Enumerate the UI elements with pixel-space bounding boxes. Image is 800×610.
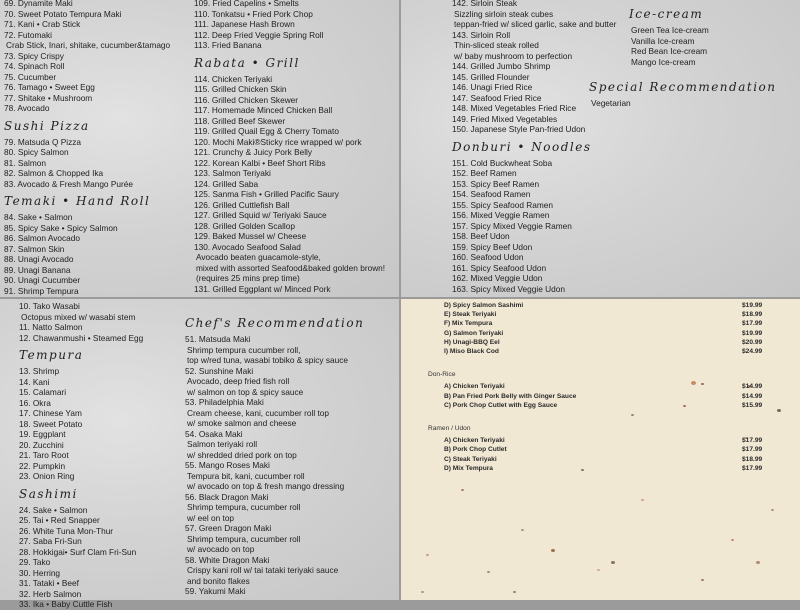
price-item-name: F) Mix Tempura <box>444 320 493 328</box>
menu-item: Crispy kani roll w/ tai tataki teriyaki sauce <box>187 565 339 575</box>
section-heading: Sashimi <box>19 486 78 501</box>
menu-item: teppan-fried w/ sliced garlic, sake and butter <box>454 19 617 29</box>
menu-item: Vanilla Ice-cream <box>631 35 695 46</box>
menu-item: 110. Tonkatsu • Fried Pork Chop <box>194 8 313 19</box>
menu-item: 121. Crunchy & Juicy Pork Belly <box>194 147 313 157</box>
menu-item: Salmon teriyaki roll <box>187 439 258 449</box>
menu-item: top w/red tuna, wasabi tobiko & spicy sauce <box>187 355 348 365</box>
price-item-name: E) Steak Teriyaki <box>444 311 497 319</box>
menu-item: 109. Fried Capelins • Smelts <box>194 0 299 8</box>
menu-column-chef <box>185 317 364 597</box>
section-heading: Temaki • Hand Roll <box>4 194 151 208</box>
price-row <box>428 401 763 410</box>
menu-item: 52. Sunshine Maki <box>185 365 254 376</box>
menu-item: (requires 25 mins prep time) <box>196 273 300 283</box>
menu-item: 116. Grilled Chicken Skewer <box>194 94 299 105</box>
price-value: $14.99 <box>742 392 763 400</box>
menu-item: 51. Matsuda Maki <box>185 334 251 344</box>
price-value: $14.99 <box>742 383 763 391</box>
price-row <box>428 329 763 338</box>
price-row <box>428 310 763 319</box>
menu-item: Red Bean Ice-cream <box>631 46 708 56</box>
menu-item: 18. Sweet Potato <box>19 418 83 429</box>
menu-photo-bottom-left <box>0 299 399 609</box>
menu-item: 144. Grilled Jumbo Shrimp <box>452 61 551 71</box>
menu-item: 24. Sake • Salmon <box>19 504 88 515</box>
price-row <box>428 464 763 473</box>
menu-item: w/ avocado on top <box>187 544 255 554</box>
menu-item: 122. Korean Kalbi • Beef Short Ribs <box>194 157 326 168</box>
menu-item: 55. Mango Roses Maki <box>185 460 270 470</box>
menu-item: 162. Mixed Veggie Udon <box>452 273 543 283</box>
price-value: $18.99 <box>742 311 763 319</box>
menu-item: 88. Unagi Avocado <box>4 254 74 264</box>
menu-item: 90. Unagi Cucumber <box>4 275 81 285</box>
menu-item: 76. Tamago • Sweet Egg <box>4 82 95 92</box>
menu-item: 17. Chinese Yam <box>19 408 82 418</box>
menu-item: w/ shredded dried pork on top <box>187 449 297 460</box>
menu-item: 147. Seafood Fried Rice <box>452 92 542 103</box>
price-item-name: D) Spicy Salmon Sashimi <box>444 302 524 309</box>
menu-item: 59. Yakumi Maki <box>185 586 246 596</box>
menu-item: 159. Spicy Beef Udon <box>452 241 533 252</box>
section-heading: Tempura <box>19 348 84 362</box>
menu-item: Green Tea Ice-cream <box>631 25 709 35</box>
menu-item: 152. Beef Ramen <box>452 168 517 178</box>
menu-item: Crab Stick, Inari, shitake, cucumber&tamago <box>6 40 171 50</box>
menu-item: 56. Black Dragon Maki <box>185 491 269 502</box>
price-value: $18.99 <box>742 455 763 463</box>
menu-item: 33. Ika • Baby Cuttle Fish <box>19 599 113 609</box>
menu-item: mixed with assorted Seafood&baked golden brown! <box>196 262 386 273</box>
section-heading: Special Recommendation <box>589 80 777 94</box>
menu-item: Cream cheese, kani, cucumber roll top <box>187 407 330 418</box>
menu-column-ice-cream <box>629 8 709 67</box>
price-row <box>428 319 763 328</box>
menu-column-special <box>589 81 777 109</box>
menu-item: 125. Sanma Fish • Grilled Pacific Saury <box>194 189 339 199</box>
menu-item: 28. Hokkigai• Surf Clam Fri-Sun <box>19 546 137 557</box>
menu-item: 142. Sirloin Steak <box>452 0 518 8</box>
menu-item: 71. Kani • Crab Stick <box>4 19 81 29</box>
menu-item: 163. Spicy Mixed Veggie Udon <box>452 283 566 294</box>
price-item-name: I) Miso Black Cod <box>444 348 499 356</box>
price-value: $19.99 <box>742 302 763 309</box>
price-item-name: B) Pork Chop Cutlet <box>444 446 507 454</box>
price-row <box>428 382 763 391</box>
menu-item: 77. Shitake • Mushroom <box>4 92 93 103</box>
price-section-heading: Ramen / Udon <box>428 425 471 433</box>
menu-item: 23. Onion Ring <box>19 471 75 481</box>
menu-item: 161. Spicy Seafood Udon <box>452 262 547 273</box>
menu-column-tempura <box>19 301 143 610</box>
menu-item: and bonito flakes <box>187 575 250 586</box>
menu-item: 19. Eggplant <box>19 429 66 439</box>
menu-item: 11. Natto Salmon <box>19 322 83 332</box>
section-heading: Chef's Recommendation <box>185 316 365 330</box>
menu-item: 129. Baked Mussel w/ Cheese <box>194 231 307 241</box>
menu-item: 20. Zucchini <box>19 439 64 450</box>
price-value: $17.99 <box>742 320 763 328</box>
section-heading: Donburi • Noodles <box>452 139 592 154</box>
menu-item: Octopus mixed w/ wasabi stem <box>21 311 136 322</box>
menu-photo-bottom-right <box>401 299 800 600</box>
menu-item: 112. Deep Fried Veggie Spring Roll <box>194 29 324 40</box>
menu-photo-top-right <box>401 0 800 297</box>
price-item-name: A) Chicken Teriyaki <box>444 383 505 391</box>
menu-item: Avocado, deep fried fish roll <box>187 376 290 386</box>
menu-item: 151. Cold Buckwheat Soba <box>452 157 553 168</box>
menu-item: 126. Grilled Cuttlefish Ball <box>194 199 290 210</box>
price-item-name: D) Mix Tempura <box>444 464 493 472</box>
menu-item: Avocado beaten guacamole-style, <box>196 252 321 262</box>
menu-item: 25. Tai • Red Snapper <box>19 515 100 525</box>
menu-item: 81. Salmon <box>4 157 46 168</box>
menu-item: 127. Grilled Squid w/ Teriyaki Sauce <box>194 210 327 220</box>
menu-item: 82. Salmon & Chopped Ika <box>4 168 104 178</box>
menu-item: 114. Chicken Teriyaki <box>194 73 273 84</box>
price-row <box>428 338 763 347</box>
menu-item: 157. Spicy Mixed Veggie Ramen <box>452 220 572 231</box>
menu-item: 158. Beef Udon <box>452 231 510 241</box>
menu-item: w/ salmon on top & spicy sauce <box>187 386 304 397</box>
price-value: $17.99 <box>742 464 763 472</box>
menu-item: w/ eel on top <box>187 512 235 523</box>
menu-item: Shrimp tempura, cucumber roll <box>187 502 301 512</box>
menu-item: 32. Herb Salmon <box>19 588 82 599</box>
menu-item: Shrimp tempura cucumber roll, <box>187 344 301 355</box>
price-value: $17.99 <box>742 446 763 454</box>
menu-item: 26. White Tuna Mon-Thur <box>19 525 114 536</box>
menu-item: Mango Ice-cream <box>631 56 696 67</box>
price-row <box>428 392 763 401</box>
menu-item: 14. Kani <box>19 376 50 387</box>
menu-item: 143. Sirloin Roll <box>452 29 511 40</box>
menu-photo-top-left <box>0 0 399 297</box>
section-heading: Sushi Pizza <box>4 118 90 133</box>
menu-item: 54. Osaka Maki <box>185 428 243 439</box>
menu-item: w/ avocado on top & fresh mango dressing <box>187 481 345 491</box>
price-item-name: C) Steak Teriyaki <box>444 455 497 463</box>
menu-item: 150. Japanese Style Pan-fried Udon <box>452 124 586 134</box>
menu-item: 30. Herring <box>19 567 61 578</box>
menu-item: 146. Unagi Fried Rice <box>452 82 533 92</box>
price-row <box>428 455 763 464</box>
price-value: $20.99 <box>742 338 763 346</box>
menu-item: 131. Grilled Eggplant w/ Minced Pork <box>194 283 331 294</box>
price-value: $15.99 <box>742 401 763 409</box>
menu-item: 58. White Dragon Maki <box>185 554 270 565</box>
menu-item: 13. Shrimp <box>19 366 60 376</box>
menu-item: 12. Chawanmushi • Steamed Egg <box>19 332 144 343</box>
menu-item: 75. Cucumber <box>4 71 57 82</box>
menu-item: 21. Taro Root <box>19 450 69 460</box>
menu-item: 145. Grilled Flounder <box>452 71 530 82</box>
menu-item: w/ baby mushroom to perfection <box>454 50 573 61</box>
price-item-name: C) Pork Chop Cutlet with Egg Sauce <box>444 401 558 409</box>
menu-item: 123. Salmon Teriyaki <box>194 168 271 178</box>
menu-item: 160. Seafood Udon <box>452 252 524 262</box>
price-item-name: A) Chicken Teriyaki <box>444 437 505 445</box>
menu-item: 29. Tako <box>19 557 51 567</box>
menu-item: 130. Avocado Seafood Salad <box>194 241 301 252</box>
menu-item: 149. Fried Mixed Vegetables <box>452 113 558 124</box>
menu-item: 119. Grilled Quail Egg & Cherry Tomato <box>194 126 339 136</box>
menu-item: 118. Grilled Beef Skewer <box>194 115 286 126</box>
menu-item: 89. Unagi Banana <box>4 264 71 275</box>
menu-column-teppan <box>452 0 616 294</box>
menu-item: 111. Japanese Hash Brown <box>194 19 295 29</box>
menu-item: 53. Philadelphia Maki <box>185 397 264 407</box>
menu-item: 87. Salmon Skin <box>4 243 65 254</box>
menu-item: 84. Sake • Salmon <box>4 212 73 222</box>
menu-item: Thin-sliced steak rolled <box>454 40 539 50</box>
menu-item: 57. Green Dragon Maki <box>185 523 272 533</box>
menu-item: 85. Spicy Sake • Spicy Salmon <box>4 222 118 233</box>
menu-column-grill <box>194 0 385 294</box>
menu-item: 156. Mixed Veggie Ramen <box>452 210 550 220</box>
menu-item: 153. Spicy Beef Ramen <box>452 178 540 189</box>
price-value: $17.99 <box>742 437 763 445</box>
menu-item: 15. Calamari <box>19 387 67 397</box>
menu-item: 78. Avocado <box>4 103 50 113</box>
menu-item: Sizzling sirloin steak cubes <box>454 8 554 19</box>
menu-item: 155. Spicy Seafood Ramen <box>452 199 554 210</box>
price-row <box>428 301 763 310</box>
menu-item: 113. Fried Banana <box>194 40 262 50</box>
menu-item: 124. Grilled Saba <box>194 178 259 189</box>
menu-item: 74. Spinach Roll <box>4 61 65 71</box>
price-section-heading: Don-Rice <box>428 371 456 379</box>
price-row <box>428 445 763 454</box>
menu-item: 117. Homemade Minced Chicken Ball <box>194 105 333 115</box>
menu-item: 91. Shrimp Tempura <box>4 285 79 296</box>
menu-item: 22. Pumpkin <box>19 460 66 471</box>
menu-item: 128. Grilled Golden Scallop <box>194 220 296 231</box>
menu-item: 86. Salmon Avocado <box>4 233 80 243</box>
price-list <box>428 301 763 473</box>
price-value: $24.99 <box>742 348 763 356</box>
menu-item: 154. Seafood Ramen <box>452 189 531 199</box>
menu-item: 115. Grilled Chicken Skin <box>194 84 287 94</box>
price-value: $19.99 <box>742 329 763 337</box>
price-item-name: G) Salmon Teriyaki <box>444 329 504 337</box>
menu-item: 80. Spicy Salmon <box>4 147 69 157</box>
menu-item: 73. Spicy Crispy <box>4 50 64 61</box>
menu-item: 31. Tataki • Beef <box>19 578 79 588</box>
menu-item: Tempura bit, kani, cucumber roll <box>187 470 305 481</box>
menu-item: 148. Mixed Vegetables Fried Rice <box>452 103 577 113</box>
section-heading: Ice-cream <box>629 7 704 21</box>
menu-item: Shrimp tempura, cucumber roll <box>187 533 301 544</box>
menu-item: 83. Avocado & Fresh Mango Purée <box>4 178 133 189</box>
menu-item: 69. Dynamite Maki <box>4 0 73 8</box>
menu-item: w/ smoke salmon and cheese <box>187 418 297 428</box>
menu-item: Vegetarian <box>591 98 631 108</box>
menu-item: 72. Futomaki <box>4 29 52 40</box>
menu-item: 120. Mochi Maki®Sticky rice wrapped w/ pork <box>194 136 362 147</box>
menu-item: 16. Okra <box>19 397 51 408</box>
menu-item: 70. Sweet Potato Tempura Maki <box>4 8 122 19</box>
price-row <box>428 347 763 356</box>
menu-item: 10. Tako Wasabi <box>19 301 80 311</box>
price-item-name: B) Pan Fried Pork Belly with Ginger Sauce <box>444 392 577 400</box>
menu-item: 27. Saba Fri-Sun <box>19 536 82 546</box>
menu-column-sushi <box>4 0 170 296</box>
menu-item: 79. Matsuda Q Pizza <box>4 136 82 147</box>
price-row <box>428 436 763 445</box>
section-heading: Rabata • Grill <box>194 55 300 70</box>
price-item-name: H) Unagi-BBQ Eel <box>444 338 500 346</box>
